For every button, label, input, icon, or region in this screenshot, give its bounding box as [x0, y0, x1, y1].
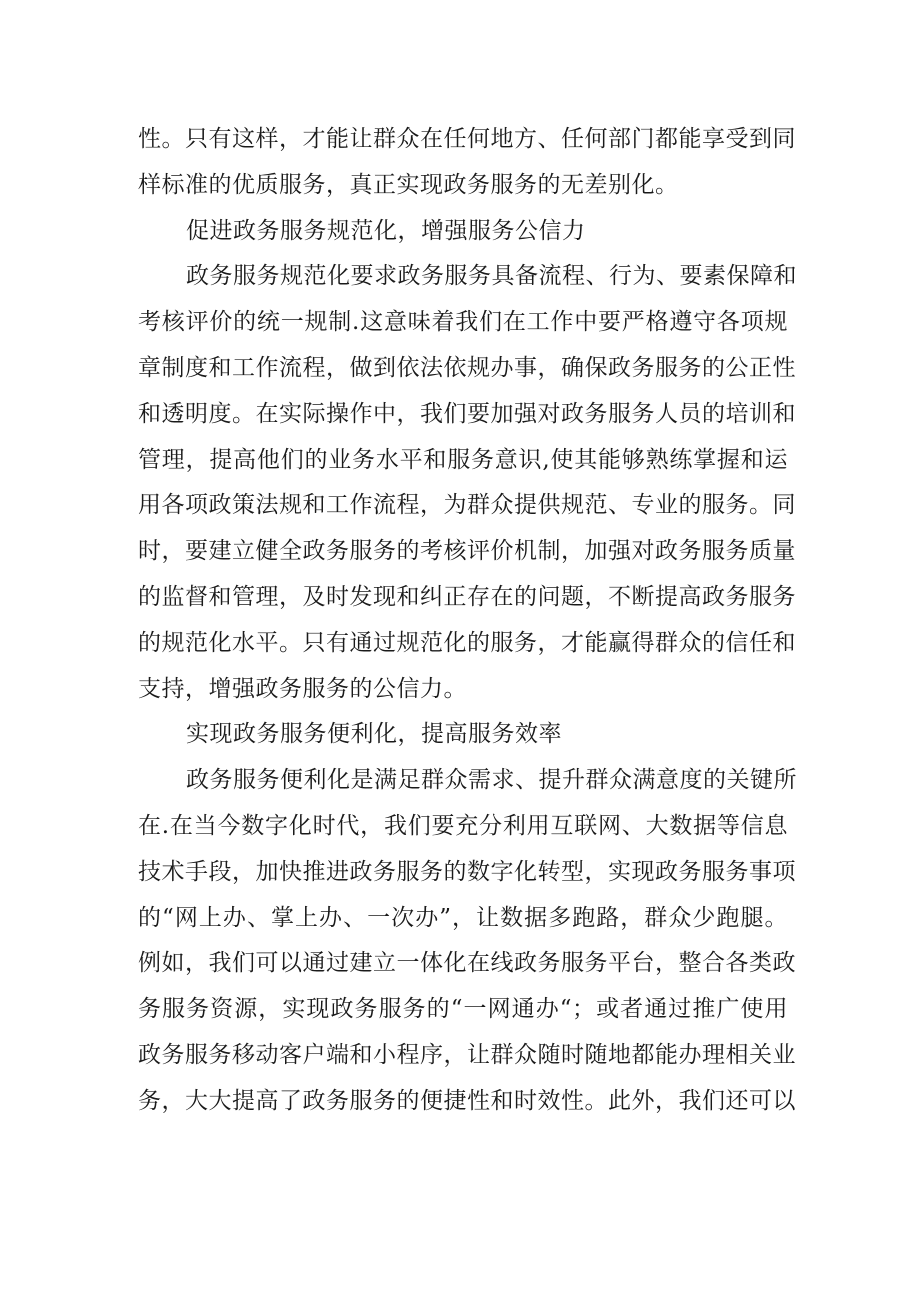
text-line: 章制度和工作流程，做到依法依规办事，确保政务服务的公正性: [138, 354, 796, 381]
text-line: 用各项政策法规和工作流程，为群众提供规范、专业的服务。同: [138, 492, 796, 519]
text-line: 在.在当今数字化时代，我们要充分利用互联网、大数据等信息: [138, 812, 788, 839]
text-line: 技术手段，加快推进政务服务的数字化转型，实现政务服务事项: [138, 858, 796, 885]
text-line: 的“网上办、掌上办、一次办”，让数据多跑路，群众少跑腿。: [138, 904, 788, 931]
text-line: 务服务资源，实现政务服务的“一网通办“；或者通过推广使用: [138, 996, 788, 1023]
text-line: 管理，提高他们的业务水平和服务意识,使其能够熟练掌握和运: [138, 446, 788, 473]
text-line: 政务服务移动客户端和小程序，让群众随时随地都能办理相关业: [138, 1041, 796, 1068]
body-text: [138, 117, 797, 1125]
text-line: 时，要建立健全政务服务的考核评价机制，加强对政务服务质量: [138, 538, 796, 565]
text-line: 样标准的优质服务，真正实现政务服务的无差别化。: [138, 171, 679, 198]
text-line: 考核评价的统一规制.这意味着我们在工作中要严格遵守各项规: [138, 309, 788, 336]
section-heading: 促进政务服务规范化，增强服务公信力: [186, 217, 586, 244]
section-heading: 实现政务服务便利化，提高服务效率: [186, 721, 562, 748]
text-line: 的规范化水平。只有通过规范化的服务，才能赢得群众的信任和: [138, 629, 796, 656]
text-line: 政务服务便利化是满足群众需求、提升群众满意度的关键所: [186, 767, 797, 794]
text-line: 和透明度。在实际操作中，我们要加强对政务服务人员的培训和: [138, 400, 796, 427]
text-line: 支持，增强政务服务的公信力。: [138, 675, 467, 702]
text-line: 政务服务规范化要求政务服务具备流程、行为、要素保障和: [186, 263, 797, 290]
text-line: 性。只有这样，才能让群众在任何地方、任何部门都能享受到同: [138, 126, 796, 152]
text-line: 务，大大提高了政务服务的便捷性和时效性。此外，我们还可以: [138, 1087, 796, 1114]
text-line: 例如，我们可以通过建立一体化在线政务服务平台，整合各类政: [138, 950, 796, 977]
text-line: 的监督和管理，及时发现和纠正存在的问题，不断提高政务服务: [138, 583, 796, 610]
